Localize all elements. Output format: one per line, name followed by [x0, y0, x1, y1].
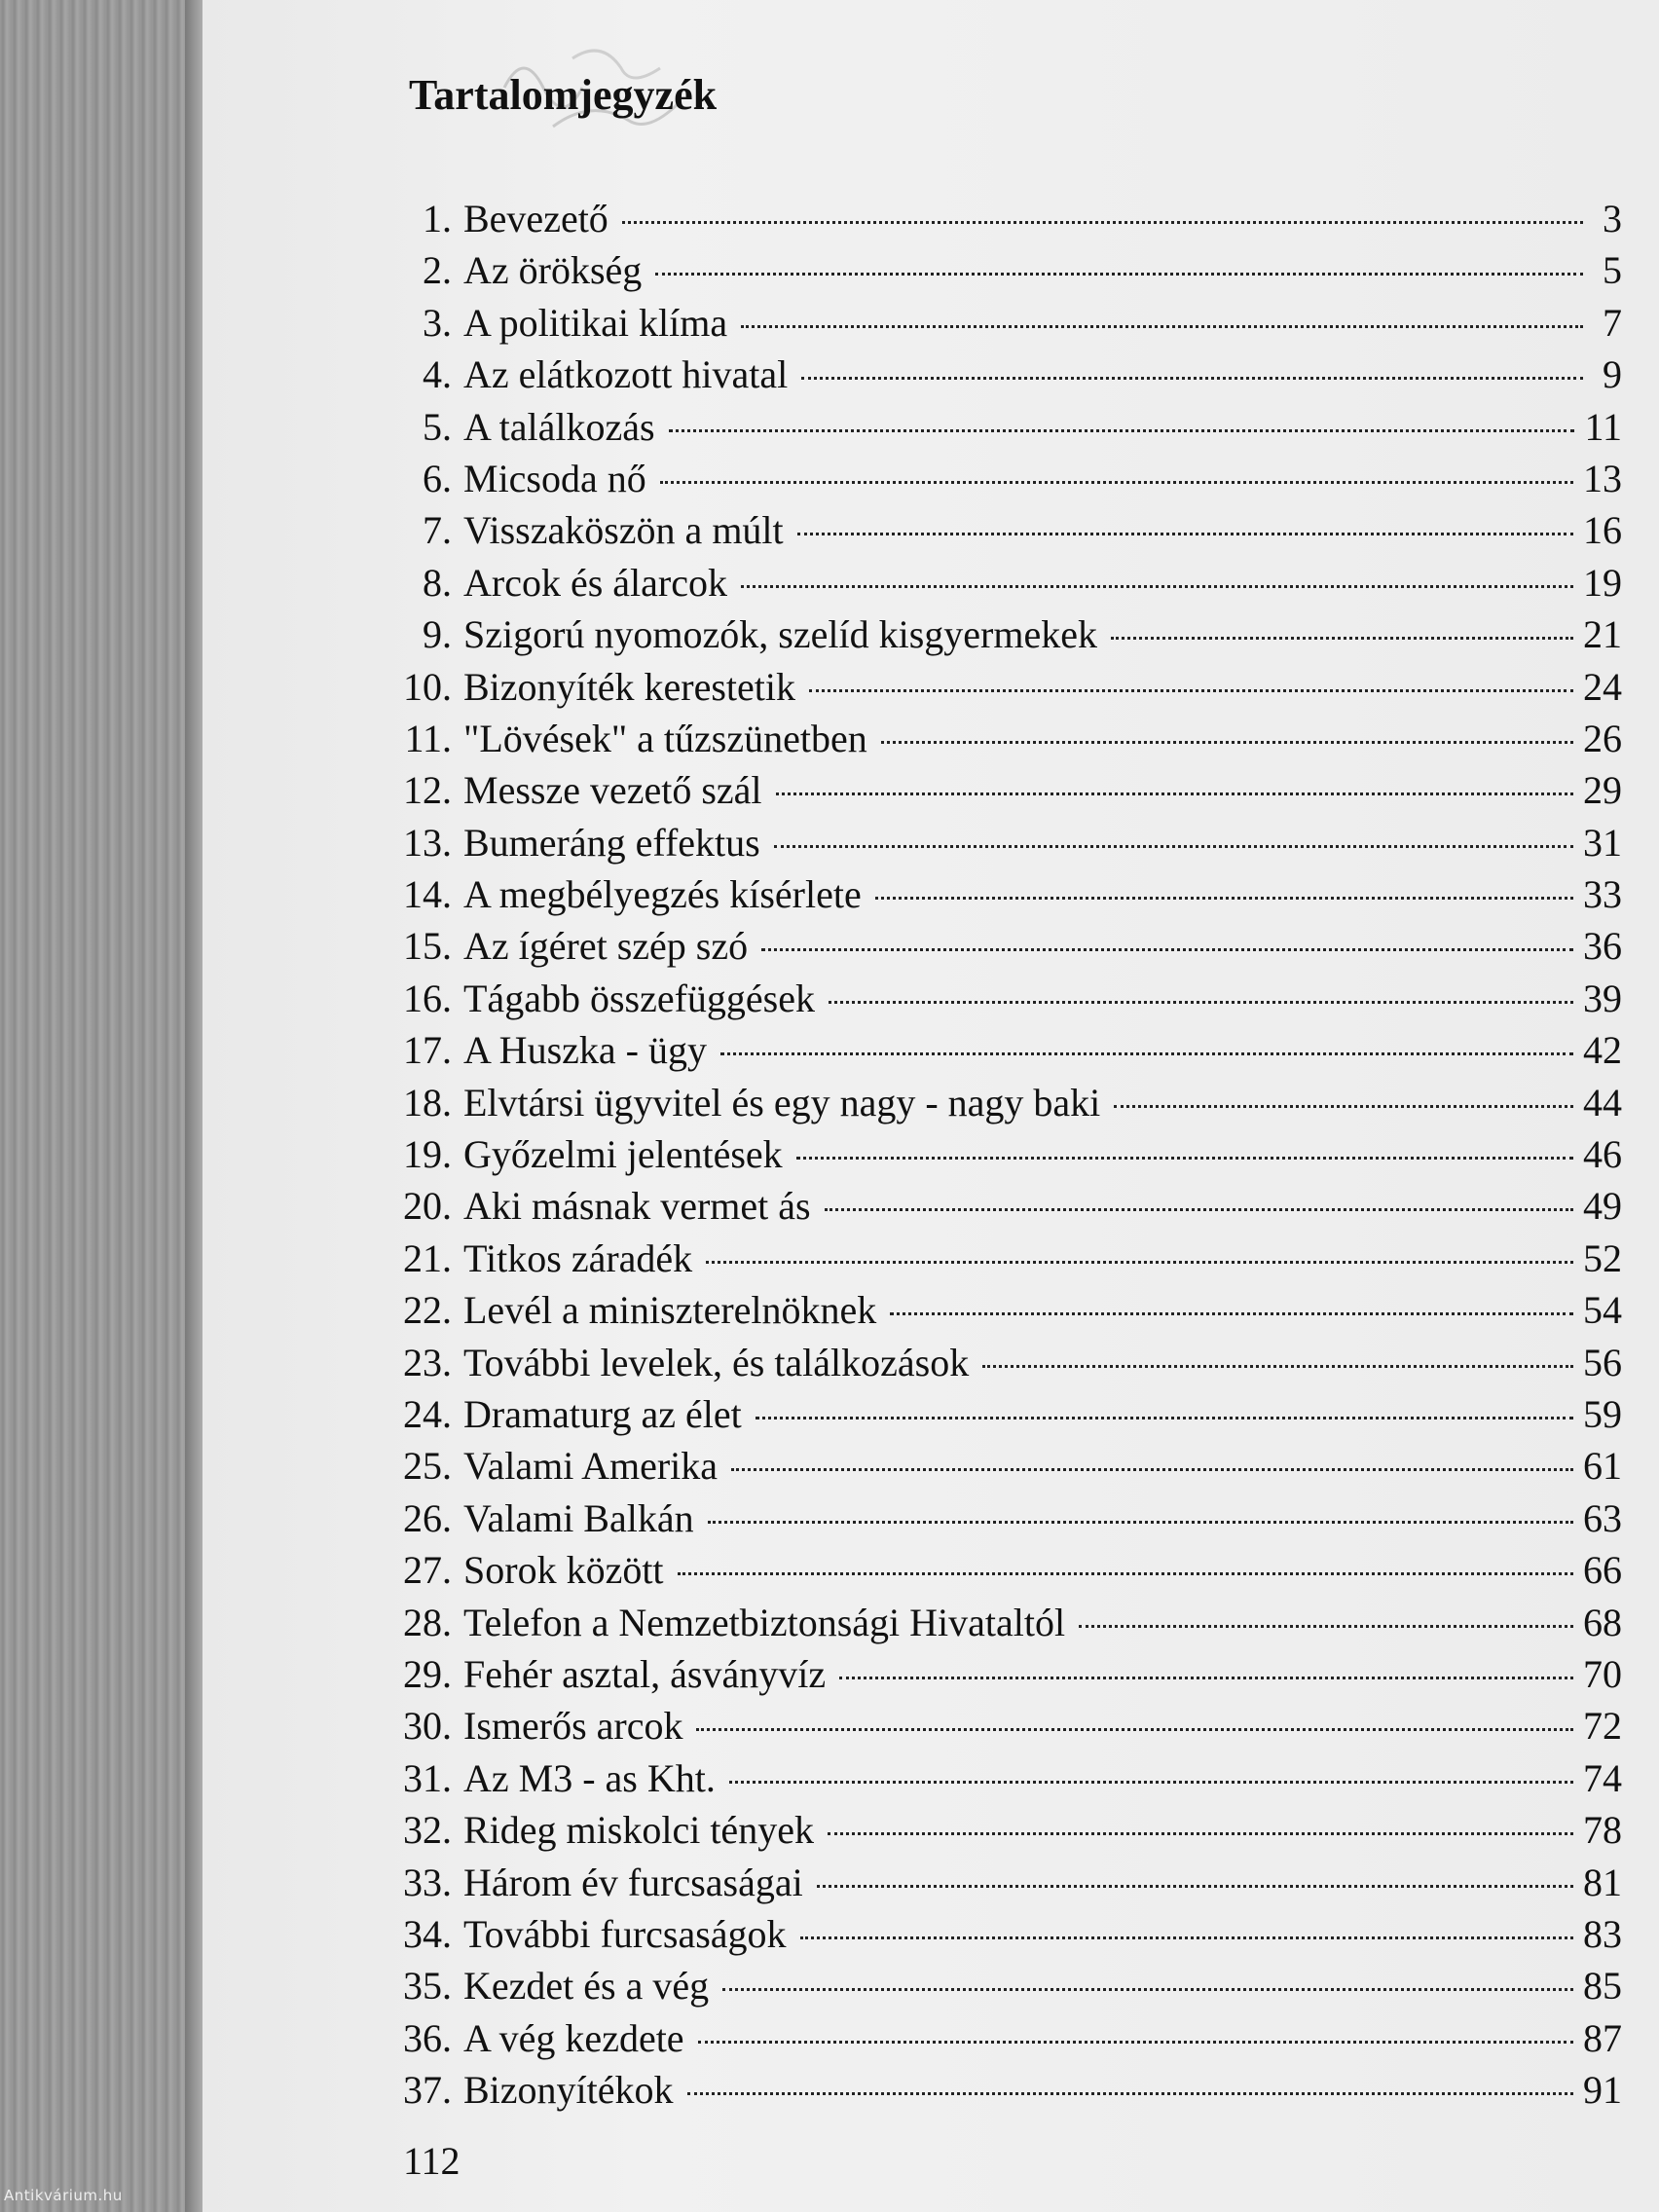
- toc-entry-number: 37.: [403, 2068, 452, 2113]
- dot-leader: [696, 1728, 1573, 1731]
- toc-entry-number: 3.: [423, 300, 452, 345]
- toc-entry: [376, 1700, 1622, 1751]
- toc-entry-label: A Huszka - ügy: [463, 1028, 707, 1073]
- toc-entry-label: Bevezető: [463, 197, 608, 240]
- dot-leader: [1114, 1105, 1573, 1108]
- toc-entry-label: A találkozás: [463, 404, 655, 449]
- toc-entry-number: 19.: [403, 1132, 452, 1177]
- toc-entry-label: Messze vezető szál: [463, 768, 762, 813]
- dot-leader: [774, 845, 1573, 848]
- toc-entry-label: Levél a miniszterelnöknek: [463, 1288, 877, 1333]
- toc-entry-label: A politikai klíma: [463, 300, 728, 345]
- toc-entry-label: Visszaköszön a múlt: [463, 508, 784, 553]
- toc-entry: [376, 401, 1622, 453]
- toc-entry-label: Bizonyítékok: [463, 2068, 674, 2113]
- toc-entry-label: Bumeráng effektus: [463, 820, 760, 865]
- toc-entry-label: Valami Balkán: [463, 1495, 694, 1540]
- toc-entry: [376, 868, 1622, 920]
- toc-entry-page: 16: [1583, 508, 1622, 553]
- dot-leader: [1079, 1625, 1573, 1628]
- dot-leader: [741, 585, 1573, 588]
- toc-entry-label: Elvtársi ügyvitel és egy nagy - nagy baki: [463, 1080, 1101, 1124]
- toc-entry-label: Aki másnak vermet ás: [463, 1184, 811, 1229]
- dot-leader: [729, 1781, 1573, 1784]
- toc-entry-label: "Lövések" a tűzszünetben: [463, 716, 867, 760]
- dot-leader: [796, 1157, 1573, 1160]
- book-spine: [0, 0, 195, 2212]
- toc-entry-page: 26: [1583, 716, 1622, 760]
- toc-entry-number: 16.: [403, 976, 452, 1020]
- toc-entry-number: 7.: [423, 508, 452, 553]
- dot-leader: [756, 1417, 1573, 1419]
- toc-entry-page: 7: [1603, 300, 1622, 345]
- toc-entry-label: Sorok között: [463, 1548, 664, 1593]
- dot-leader: [678, 1572, 1573, 1575]
- dot-leader: [982, 1365, 1573, 1368]
- toc-entry: [376, 504, 1622, 556]
- toc-entry: [376, 1804, 1622, 1856]
- toc-entry-page: 39: [1583, 976, 1622, 1020]
- toc-entry-label: Az ígéret szép szó: [463, 924, 749, 969]
- toc-entry-page: 21: [1583, 612, 1622, 657]
- toc-entry-page: 9: [1603, 352, 1622, 397]
- toc-entry: [376, 1908, 1622, 1960]
- toc-entry: [376, 1337, 1622, 1388]
- toc-entry-page: 61: [1583, 1444, 1622, 1489]
- toc-entry-label: Dramaturg az élet: [463, 1391, 742, 1436]
- toc-entry-number: 22.: [403, 1288, 452, 1333]
- dot-leader: [720, 1052, 1573, 1055]
- toc-entry-number: 1.: [423, 197, 452, 240]
- toc-entry: [376, 557, 1622, 608]
- dot-leader: [698, 2041, 1573, 2044]
- dot-leader: [829, 1001, 1573, 1004]
- toc-entry-page: 44: [1583, 1080, 1622, 1124]
- toc-entry-number: 14.: [403, 872, 452, 917]
- toc-entry-label: A vég kezdete: [463, 2015, 684, 2060]
- toc-entry: [376, 2064, 1622, 2116]
- toc-entry-number: 17.: [403, 1028, 452, 1073]
- toc-entry-page: 63: [1583, 1495, 1622, 1540]
- toc-entry-page: 52: [1583, 1235, 1622, 1280]
- toc-entry-number: 33.: [403, 1860, 452, 1904]
- toc-entry-number: 8.: [423, 560, 452, 605]
- toc-entry-page: 81: [1583, 1860, 1622, 1904]
- toc-entry: [376, 453, 1622, 504]
- dot-leader: [875, 897, 1573, 900]
- toc-entry-number: 10.: [403, 664, 452, 709]
- toc-entry-number: 24.: [403, 1391, 452, 1436]
- page-number: 112: [403, 2139, 461, 2183]
- toc-entry-page: 29: [1583, 768, 1622, 813]
- toc-entry-page: 46: [1583, 1132, 1622, 1177]
- dot-leader: [809, 689, 1573, 692]
- toc-entry-page: 11: [1584, 404, 1622, 449]
- dot-leader: [817, 1885, 1573, 1888]
- toc-entry-number: 34.: [403, 1911, 452, 1956]
- toc-entry-number: 2.: [423, 248, 452, 293]
- dot-leader: [741, 325, 1583, 328]
- toc-entry-page: 24: [1583, 664, 1622, 709]
- toc-entry-number: 36.: [403, 2015, 452, 2060]
- dot-leader: [669, 429, 1575, 432]
- toc-entry: [376, 713, 1622, 764]
- toc-entry-page: 5: [1603, 248, 1622, 293]
- toc-entry: [376, 1077, 1622, 1128]
- toc-entry-page: 87: [1583, 2015, 1622, 2060]
- dot-leader: [622, 221, 1583, 224]
- toc-entry-page: 85: [1583, 1964, 1622, 2009]
- toc-entry-page: 72: [1583, 1704, 1622, 1749]
- toc-entry-label: Győzelmi jelentések: [463, 1132, 783, 1177]
- dot-leader: [687, 2092, 1573, 2095]
- toc-entry-page: 54: [1583, 1288, 1622, 1333]
- toc-entry: [376, 1024, 1622, 1076]
- toc-entry-page: 59: [1583, 1391, 1622, 1436]
- toc-entry-label: Telefon a Nemzetbiztonsági Hivataltól: [463, 1600, 1066, 1644]
- toc-entry-number: 21.: [403, 1235, 452, 1280]
- toc-entry-label: Három év furcsaságai: [463, 1860, 803, 1904]
- dot-leader: [881, 741, 1573, 744]
- toc-entry: [376, 1388, 1622, 1440]
- toc-entry-number: 27.: [403, 1548, 452, 1593]
- toc-entry: [376, 1544, 1622, 1596]
- toc-entry-page: 49: [1583, 1184, 1622, 1229]
- toc-entry: [376, 193, 1622, 244]
- dot-leader: [706, 1261, 1573, 1264]
- dot-leader: [825, 1208, 1573, 1211]
- toc-entry: [376, 973, 1622, 1024]
- table-of-contents: [376, 193, 1622, 2116]
- toc-entry-label: Micsoda nő: [463, 456, 646, 500]
- toc-entry-number: 6.: [423, 456, 452, 500]
- toc-entry-number: 11.: [404, 716, 452, 760]
- toc-entry-number: 4.: [423, 352, 452, 397]
- toc-entry: [376, 1960, 1622, 2011]
- toc-entry: [376, 1648, 1622, 1700]
- toc-entry: [376, 349, 1622, 400]
- toc-entry-number: 12.: [403, 768, 452, 813]
- toc-entry: [376, 1128, 1622, 1180]
- dot-leader: [828, 1832, 1573, 1835]
- toc-entry-label: Rideg miskolci tények: [463, 1808, 814, 1853]
- toc-entry-number: 5.: [423, 404, 452, 449]
- toc-entry-label: Fehér asztal, ásványvíz: [463, 1651, 827, 1696]
- toc-entry-number: 28.: [403, 1600, 452, 1644]
- dot-leader: [801, 377, 1583, 380]
- toc-entry-number: 13.: [403, 820, 452, 865]
- toc-entry-label: További levelek, és találkozások: [463, 1340, 970, 1384]
- toc-entry-label: Az elátkozott hivatal: [463, 352, 789, 397]
- toc-entry: [376, 1284, 1622, 1336]
- watermark: Antikvárium.hu: [4, 2187, 123, 2204]
- toc-entry-page: 78: [1583, 1808, 1622, 1853]
- toc-entry: [376, 661, 1622, 713]
- toc-entry-page: 56: [1583, 1340, 1622, 1384]
- toc-entry-number: 26.: [403, 1495, 452, 1540]
- toc-entry-label: További furcsaságok: [463, 1911, 787, 1956]
- toc-entry-page: 70: [1583, 1651, 1622, 1696]
- dot-leader: [655, 273, 1583, 276]
- dot-leader: [708, 1521, 1573, 1524]
- toc-entry-label: Tágabb összefüggések: [463, 976, 815, 1020]
- toc-entry-page: 13: [1583, 456, 1622, 500]
- dot-leader: [797, 533, 1573, 535]
- toc-entry-page: 3: [1603, 197, 1622, 240]
- dot-leader: [761, 948, 1573, 951]
- toc-entry: [376, 1597, 1622, 1648]
- dot-leader: [800, 1936, 1573, 1939]
- dot-leader: [731, 1468, 1573, 1471]
- toc-entry-page: 68: [1583, 1600, 1622, 1644]
- toc-entry-label: Az M3 - as Kht.: [463, 1755, 716, 1800]
- toc-entry: [376, 920, 1622, 972]
- toc-entry-label: Arcok és álarcok: [463, 560, 727, 605]
- toc-entry-page: 42: [1583, 1028, 1622, 1073]
- toc-entry-number: 15.: [403, 924, 452, 969]
- toc-entry-label: Szigorú nyomozók, szelíd kisgyermekek: [463, 612, 1097, 657]
- toc-entry-label: Az örökség: [463, 248, 643, 293]
- toc-entry: [376, 2012, 1622, 2064]
- toc-entry-number: 20.: [403, 1184, 452, 1229]
- toc-entry-label: Kezdet és a vég: [463, 1964, 710, 2009]
- toc-entry: [376, 1180, 1622, 1232]
- toc-entry: [376, 817, 1622, 868]
- toc-entry: [376, 608, 1622, 660]
- toc-entry-number: 30.: [403, 1704, 452, 1749]
- toc-entry-number: 32.: [403, 1808, 452, 1853]
- dot-leader: [890, 1312, 1573, 1315]
- toc-entry-page: 91: [1583, 2068, 1622, 2113]
- toc-entry-page: 19: [1583, 560, 1622, 605]
- toc-entry-label: Ismerős arcok: [463, 1704, 683, 1749]
- toc-entry-page: 31: [1583, 820, 1622, 865]
- toc-entry-number: 25.: [403, 1444, 452, 1489]
- toc-entry-page: 83: [1583, 1911, 1622, 1956]
- toc-entry-label: Valami Amerika: [463, 1444, 719, 1489]
- toc-entry-label: A megbélyegzés kísérlete: [463, 872, 862, 917]
- toc-entry: [376, 1752, 1622, 1804]
- toc-entry: [376, 1857, 1622, 1908]
- toc-entry-number: 35.: [403, 1964, 452, 2009]
- dot-leader: [1111, 637, 1573, 640]
- toc-entry-page: 74: [1583, 1755, 1622, 1800]
- toc-title: Tartalomjegyzék: [409, 71, 718, 119]
- dot-leader: [839, 1677, 1573, 1679]
- toc-entry-label: Titkos záradék: [463, 1235, 693, 1280]
- toc-entry-page: 66: [1583, 1548, 1622, 1593]
- toc-entry-number: 9.: [423, 612, 452, 657]
- dot-leader: [776, 793, 1573, 795]
- toc-entry: [376, 244, 1622, 296]
- toc-entry-page: 36: [1583, 924, 1622, 969]
- dot-leader: [660, 481, 1573, 484]
- toc-entry: [376, 1440, 1622, 1492]
- toc-entry: [376, 297, 1622, 349]
- toc-entry: [376, 1233, 1622, 1284]
- dot-leader: [722, 1988, 1573, 1991]
- toc-entry-number: 18.: [403, 1080, 452, 1124]
- toc-entry-page: 33: [1583, 872, 1622, 917]
- toc-entry-number: 23.: [403, 1340, 452, 1384]
- toc-entry: [376, 764, 1622, 816]
- toc-entry-number: 31.: [403, 1755, 452, 1800]
- toc-entry: [376, 1493, 1622, 1544]
- toc-entry-number: 29.: [403, 1651, 452, 1696]
- toc-entry-label: Bizonyíték kerestetik: [463, 664, 796, 709]
